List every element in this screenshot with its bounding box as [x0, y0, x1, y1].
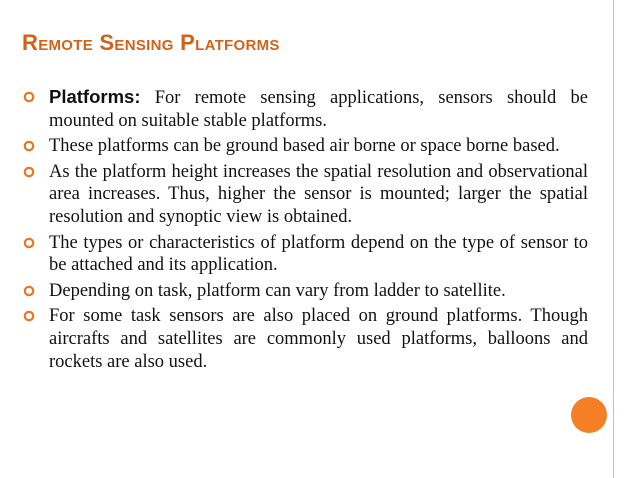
- bullet-text: For some task sensors are also placed on ground platforms. Though aircrafts and satellites are commonly used platforms, balloons and rockets are also used.: [49, 306, 588, 372]
- bullet-item-platforms: [22, 86, 588, 132]
- bullet-text: The types or characteristics of platform depend on the type of sensor to be attached and its application.: [49, 232, 588, 276]
- bullet-lead: Platforms:: [49, 86, 141, 107]
- bullet-text: Depending on task, platform can vary from ladder to satellite.: [49, 280, 506, 301]
- bullet-text: As the platform height increases the spatial resolution and observational area increases. Thus, higher the sensor is mounted; larger the spatial resolution and synoptic view is obtained.: [49, 161, 588, 227]
- bullet-item-ground-platforms: [22, 305, 588, 373]
- bullet-text: These platforms can be ground based air borne or space borne based.: [49, 136, 560, 157]
- bullet-item-characteristics: [22, 232, 588, 277]
- ring-bullet-icon: [23, 310, 35, 322]
- slide-edge-line: [613, 0, 614, 478]
- ring-bullet-icon: [23, 140, 35, 152]
- bullet-item-platform-height: [22, 161, 588, 229]
- slide-title: Remote Sensing Platforms: [22, 30, 280, 55]
- bullet-list: [22, 86, 588, 376]
- ring-bullet-icon: [23, 237, 35, 249]
- ring-bullet-icon: [23, 166, 35, 178]
- accent-circle: [571, 397, 607, 433]
- bullet-text: For remote sensing applications, sensors should be mounted on suitable stable platforms.: [49, 88, 588, 131]
- bullet-item-platform-types: [22, 135, 588, 158]
- ring-bullet-icon: [23, 285, 35, 297]
- ring-bullet-icon: [23, 91, 35, 103]
- bullet-item-task-range: [22, 280, 588, 303]
